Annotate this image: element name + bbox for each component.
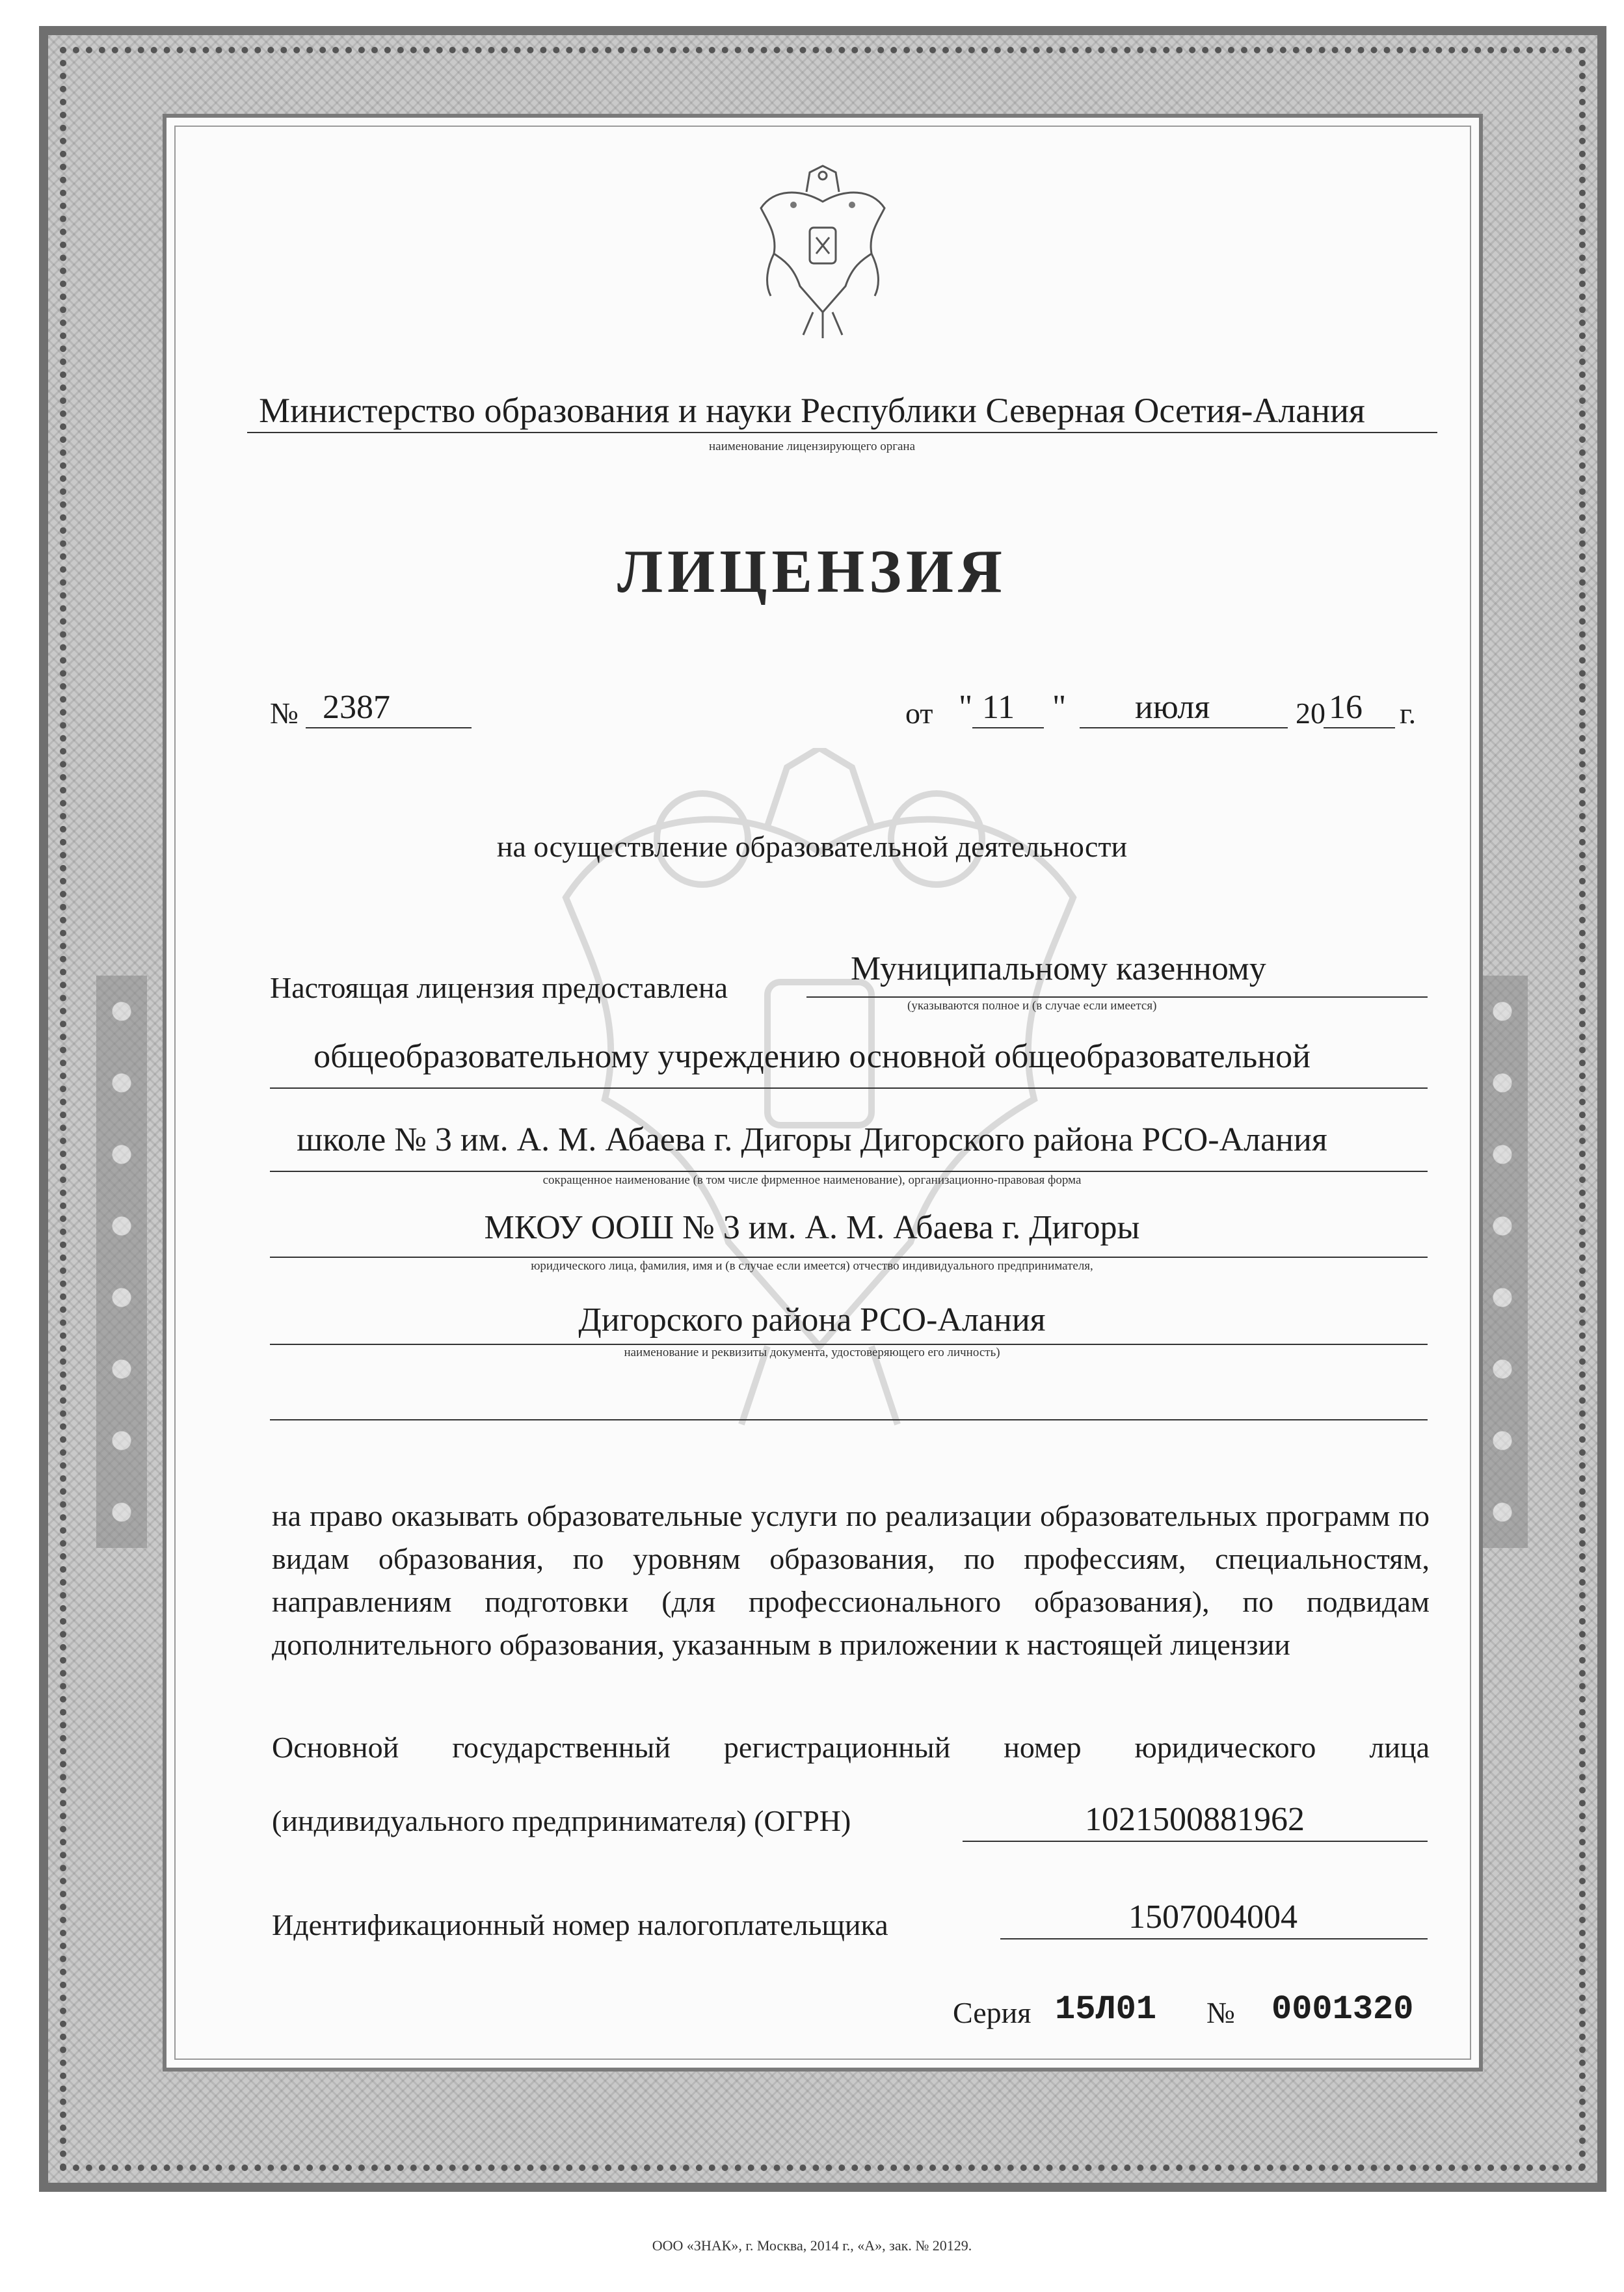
inn-underline (1000, 1938, 1428, 1939)
licensee-line-2: общеобразовательному учреждению основной общеобразовательной (313, 1038, 1311, 1075)
number-underline (306, 727, 472, 728)
licensee-line-1: Муниципальному казенному (851, 950, 1266, 987)
month-underline (1080, 727, 1288, 728)
blank-underline (270, 1419, 1428, 1420)
granted-label: Настоящая лицензия предоставлена (270, 971, 728, 1004)
licensee-short-name: МКОУ ООШ № 3 им. А. М. Абаева г. Дигоры (484, 1209, 1140, 1246)
caption-1: (указываются полное и (в случае если имеется) (907, 999, 1157, 1013)
series-label: Серия (953, 1996, 1032, 2029)
issuing-authority: Министерство образования и науки Республики Северная Осетия-Алания (259, 391, 1365, 430)
date-month: июля (1135, 689, 1210, 726)
rights-paragraph: на право оказывать образовательные услуги по реализации образовательных программ по видам образования, по уровням образования, по профессиям, специальностям, направлениям подготовки (для профессионального образования), по подвидам дополнительного образования, указанным в приложении к настоящей лицензии (272, 1499, 1430, 1661)
date-day: 11 (982, 689, 1015, 726)
authority-underline (247, 432, 1437, 433)
licensee-line-3-underline (270, 1171, 1428, 1172)
series-value: 15Л01 (1055, 1990, 1157, 2029)
licensee-line-5: Дигорского района РСО-Алания (578, 1301, 1046, 1339)
number-label: № (270, 697, 299, 730)
caption-3: юридического лица, фамилия, имя и (в случае если имеется) отчество индивидуального предпринимателя, (531, 1259, 1093, 1273)
licensee-line-1-underline (806, 996, 1428, 998)
ogrn-value: 1021500881962 (1085, 1801, 1305, 1838)
licensee-line-4-underline (270, 1257, 1428, 1258)
licensee-line-5-underline (270, 1344, 1428, 1345)
authority-caption: наименование лицензирующего органа (708, 440, 916, 453)
license-number: 2387 (323, 689, 390, 726)
caption-2: сокращенное наименование (в том числе фирменное наименование), организационно-правовая форма (542, 1173, 1082, 1187)
license-purpose: на осуществление образовательной деятельности (496, 830, 1128, 863)
caption-4: наименование и реквизиты документа, удостоверяющего его личность) (624, 1346, 1000, 1359)
year-prefix: 20 (1296, 697, 1325, 730)
date-open-quote: " (959, 689, 973, 726)
day-underline (972, 727, 1044, 728)
ogrn-underline (963, 1841, 1428, 1842)
ogrn-label-line-1: Основной государственный регистрационный номер юридического лица (272, 1731, 1430, 1764)
inn-value: 1507004004 (1128, 1899, 1298, 1936)
document-title: ЛИЦЕНЗИЯ (617, 538, 1007, 606)
coat-of-arms-icon (748, 163, 898, 345)
year-suffix-label: г. (1400, 697, 1417, 730)
licensee-line-3: школе № 3 им. А. М. Абаева г. Дигоры Дигорского района РСО-Алания (297, 1121, 1327, 1158)
licensee-line-2-underline (270, 1087, 1428, 1089)
year-suffix: 16 (1329, 689, 1363, 726)
series-number-label: № (1206, 1996, 1235, 2029)
date-close-quote: " (1052, 689, 1067, 726)
inn-label: Идентификационный номер налогоплательщика (272, 1908, 888, 1941)
printer-footer: ООО «ЗНАК», г. Москва, 2014 г., «А», зак. № 20129. (652, 2237, 972, 2254)
year-underline (1324, 727, 1395, 728)
date-prefix: от (905, 697, 933, 730)
ogrn-label-line-2: (индивидуального предпринимателя) (ОГРН) (272, 1804, 851, 1837)
series-number: 0001320 (1271, 1990, 1414, 2029)
